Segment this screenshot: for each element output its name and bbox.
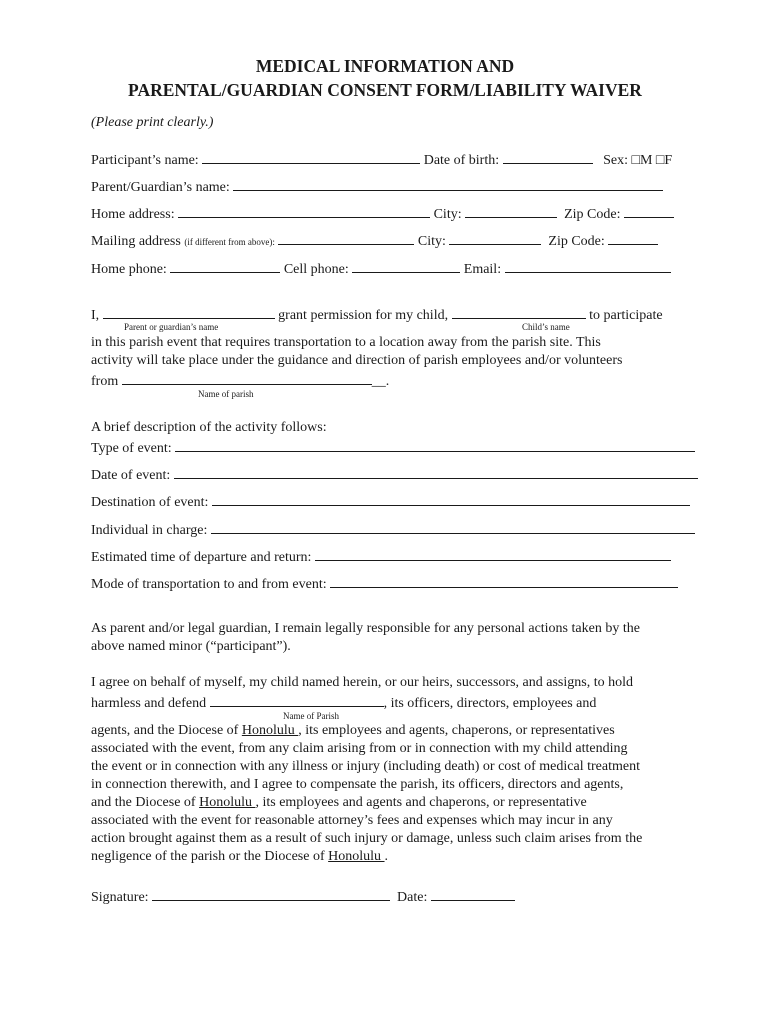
participant-row — [91, 150, 672, 169]
transport-row — [91, 574, 678, 593]
parent-name-field[interactable] — [103, 305, 275, 319]
permission-from-line — [91, 371, 389, 390]
participant-name-field[interactable] — [202, 150, 420, 164]
child-name-caption: Child’s name — [522, 322, 570, 332]
agreement-line-7-post: , its employees and agents and chaperons, or representative — [255, 795, 587, 810]
parish-name-caption: Name of parish — [198, 389, 254, 399]
mailing-city-label: City: — [417, 234, 446, 249]
agreement-line-10-post: . — [384, 849, 389, 864]
signature-label: Signature: — [91, 890, 149, 905]
departure-row — [91, 547, 671, 566]
participant-name-label: Participant’s name: — [91, 153, 199, 168]
agreement-line-9: action brought against them as a result of such injury or damage, unless such claim arises from the — [91, 831, 643, 846]
agreement-harmless-line — [91, 693, 596, 712]
event-date-row — [91, 465, 698, 484]
transport-field[interactable] — [330, 574, 678, 588]
print-instruction: (Please print clearly.) — [91, 115, 214, 130]
agreement-line-4: associated with the event, from any claim arising from or in connection with my child attending — [91, 741, 628, 756]
mailing-zip-field[interactable] — [608, 231, 658, 245]
permission-from: from — [91, 374, 119, 389]
permission-i: I, — [91, 308, 100, 323]
destination-row — [91, 492, 690, 511]
agreement-harmless: harmless and defend — [91, 696, 207, 711]
dob-field[interactable] — [503, 150, 593, 164]
agreement-line-7 — [91, 795, 587, 811]
permission-text-2: in this parish event that requires transportation to a location away from the parish site. This — [91, 335, 601, 350]
permission-text-3: activity will take place under the guidance and direction of parish employees and/or volunteers — [91, 353, 623, 368]
responsibility-line-2: above named minor (“participant”). — [91, 639, 291, 654]
sex-checkboxes[interactable]: Sex: □M □F — [603, 153, 673, 168]
parish-name-field[interactable] — [122, 371, 372, 385]
defend-parish-field[interactable] — [210, 693, 384, 707]
agreement-line-8: associated with the event for reasonable attorney’s fees and expenses which may incur in any — [91, 813, 613, 828]
agreement-line-5: the event or in connection with any illness or injury (including death) or cost of medical treatment — [91, 759, 640, 774]
form-title-line1: MEDICAL INFORMATION AND — [255, 56, 515, 76]
signature-date-field[interactable] — [431, 887, 515, 901]
mailing-city-field[interactable] — [449, 231, 541, 245]
mailing-address-field[interactable] — [278, 231, 414, 245]
phone-row — [91, 259, 671, 278]
mailing-address-label: Mailing address — [91, 234, 181, 249]
city-field[interactable] — [465, 204, 557, 218]
mailing-address-row — [91, 231, 658, 250]
event-date-field[interactable] — [174, 465, 698, 479]
event-type-row — [91, 438, 695, 457]
event-type-label: Type of event: — [91, 441, 172, 456]
parent-name-caption: Parent or guardian’s name — [124, 322, 219, 332]
agreement-line-6: in connection therewith, and I agree to compensate the parish, its officers, directors and agents, — [91, 777, 624, 792]
event-type-field[interactable] — [175, 438, 695, 452]
agreement-line-10 — [91, 849, 388, 865]
guardian-name-label: Parent/Guardian’s name: — [91, 180, 230, 195]
agreement-officers: , its officers, directors, employees and — [383, 696, 597, 711]
signature-row — [91, 887, 515, 906]
diocese-name-2: Honolulu — [199, 795, 256, 810]
defend-parish-caption: Name of Parish — [283, 711, 339, 721]
signature-date-label: Date: — [397, 890, 428, 905]
permission-from-end: __. — [371, 374, 390, 389]
cell-phone-field[interactable] — [352, 259, 460, 273]
responsibility-line-1: As parent and/or legal guardian, I remain legally responsible for any personal actions taken by the — [91, 621, 640, 636]
destination-field[interactable] — [212, 492, 690, 506]
diocese-name-3: Honolulu — [328, 849, 385, 864]
permission-grant: grant permission for my child, — [278, 308, 449, 323]
email-field[interactable] — [505, 259, 671, 273]
zip-field[interactable] — [624, 204, 674, 218]
transport-label: Mode of transportation to and from event: — [91, 577, 327, 592]
agreement-agents-line — [91, 723, 615, 739]
home-address-field[interactable] — [178, 204, 430, 218]
agreement-line-10-pre: negligence of the parish or the Diocese of — [91, 849, 325, 864]
diocese-name: Honolulu — [241, 723, 299, 738]
city-label: City: — [433, 207, 462, 222]
mailing-zip-label: Zip Code: — [548, 234, 605, 249]
individual-row — [91, 520, 695, 539]
individual-field[interactable] — [211, 520, 695, 534]
dob-label: Date of birth: — [423, 153, 500, 168]
mailing-note: (if different from above): — [184, 237, 275, 247]
home-phone-field[interactable] — [170, 259, 280, 273]
child-name-field[interactable] — [452, 305, 586, 319]
agreement-line-1: I agree on behalf of myself, my child named herein, or our heirs, successors, and assigns, to hold — [91, 675, 633, 690]
guardian-row — [91, 177, 663, 196]
cell-phone-label: Cell phone: — [283, 262, 349, 277]
agreement-agents-pre: agents, and the Diocese of — [91, 723, 239, 738]
home-address-row — [91, 204, 674, 223]
departure-label: Estimated time of departure and return: — [91, 550, 312, 565]
destination-label: Destination of event: — [91, 495, 209, 510]
form-title-line2: PARENTAL/GUARDIAN CONSENT FORM/LIABILITY WAIVER — [128, 80, 642, 100]
zip-label: Zip Code: — [564, 207, 621, 222]
departure-field[interactable] — [315, 547, 671, 561]
event-date-label: Date of event: — [91, 468, 171, 483]
home-phone-label: Home phone: — [91, 262, 167, 277]
activity-intro: A brief description of the activity follows: — [91, 420, 327, 435]
signature-field[interactable] — [152, 887, 390, 901]
agreement-agents-post: , its employees and agents, chaperons, or representatives — [298, 723, 615, 738]
home-address-label: Home address: — [91, 207, 175, 222]
permission-participate: to participate — [589, 308, 663, 323]
guardian-name-field[interactable] — [233, 177, 663, 191]
email-label: Email: — [463, 262, 502, 277]
individual-label: Individual in charge: — [91, 523, 208, 538]
agreement-line-7-pre: and the Diocese of — [91, 795, 196, 810]
